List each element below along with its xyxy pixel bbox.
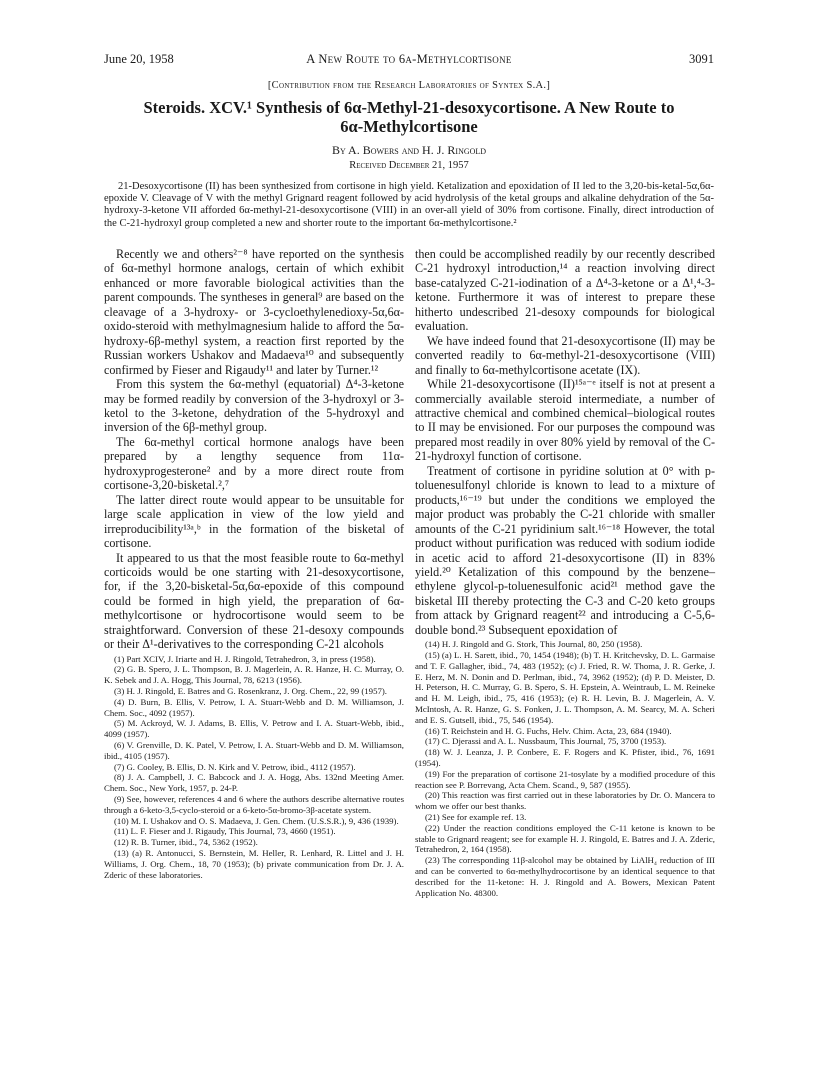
body-paragraph: While 21-desoxycortisone (II)¹⁵ᵃ⁻ᵉ itself is not at present a commercially available steroid intermediate, a number of attractive chemical and combined chemical–biological routes to II may be envisioned. For our purposes the compound was prepared most readily in over 80% yield by removal of the C-21-hydroxyl function of cortisone. (415, 377, 715, 464)
footnote: (19) For the preparation of cortisone 21-tosylate by a modified procedure of this reaction see P. Borrevang, Acta Chem. Scand., 9, 587 (1955). (415, 768, 715, 790)
body-paragraph: Recently we and others²⁻⁸ have reported on the synthesis of 6α-methyl hormone analogs, certain of which exhibit enhanced or more favorable biological activities than the parent compounds. The syntheses in general⁹ are based on the cleavage of a 3-hydroxy- or 3-cycloethylenedioxy-5α,6α-oxido-steroid with methylmagnesium halide to afford the 5α-hydroxy-6β-methyl system, a reaction first reported by the Russian workers Ushakov and Madaeva¹⁰ and subsequently confirmed by Fieser and Rigaudy¹¹ and later by Turner.¹² (104, 247, 404, 377)
body-paragraph: From this system the 6α-methyl (equatorial) Δ⁴-3-ketone may be formed readily by conversion of the 3-hydroxyl or 3-ketol to the 3-ketone, dehydration of the 5-hydroxyl and inversion of the 6β-methyl group. (104, 377, 404, 435)
footnote: (3) H. J. Ringold, E. Batres and G. Rosenkranz, J. Org. Chem., 22, 99 (1957). (114, 686, 387, 697)
footnote: (22) Under the reaction conditions employed the C-11 ketone is known to be stable to Grignard reagent; see for example H. J. Ringold, E. Batres and J. A. Zderic, Tetrahedron, 2, 164 (1958). (415, 822, 715, 855)
page-number: 3091 (689, 52, 714, 66)
right-body-text (415, 247, 715, 637)
right-footnotes (415, 639, 715, 898)
left-footnotes (104, 654, 404, 881)
footnote: (2) G. B. Spero, J. L. Thompson, B. J. Magerlein, A. R. Hanze, H. C. Murray, O. K. Sebek and J. A. Hogg, This Journal, 78, 6213 (1956). (104, 664, 404, 686)
left-column (104, 247, 404, 880)
left-body-text (104, 247, 404, 652)
body-paragraph: then could be accomplished readily by our recently described C-21 hydroxyl introduction,¹⁴ a reaction involving direct base-catalyzed C-21-iodination of a Δ⁴-3-ketone or a Δ¹,⁴-3-ketone. Furthermore it was of interest to prepare these hitherto undescribed 21-desoxy compounds for biological evaluation. (415, 247, 715, 334)
body-paragraph: The latter direct route would appear to be unsuitable for large scale application in view of the low yield and irreproducibility¹³ᵃ,ᵇ in the formation of the bisketal of cortisone. (104, 492, 404, 551)
footnote: (20) This reaction was first carried out in these laboratories by Dr. O. Mancera to whom we offer our best thanks. (415, 790, 715, 812)
body-paragraph: The 6α-methyl cortical hormone analogs have been prepared by a lengthy sequence from 11α-hydroxyprogesterone² and by a more direct route from cortisone-3,20-bisketal.²,⁷ (104, 434, 404, 493)
footnote: (13) (a) R. Antonucci, S. Bernstein, M. Heller, R. Lenhard, R. Littel and J. H. Williams, J. Org. Chem., 18, 70 (1953); (b) private communication from Dr. J. A. Zderic of these laboratories. (104, 848, 404, 880)
footnote: (11) L. F. Fieser and J. Rigaudy, This Journal, 73, 4660 (1951). (114, 826, 336, 837)
footnote: (9) See, however, references 4 and 6 where the authors describe alternative routes through a 6-keto-3,5-cyclo-steroid or a 6-keto-5α-bromo-3β-acetate system. (104, 794, 404, 815)
footnote: (1) Part XCIV, J. Iriarte and H. J. Ringold, Tetrahedron, 3, in press (1958). (114, 653, 376, 664)
received-date: Received December 21, 1957 (349, 160, 469, 171)
footnote: (18) W. J. Leanza, J. P. Conbere, E. F. Rogers and K. Pfister, ibid., 76, 1691 (1954). (415, 747, 715, 768)
footnote: (8) J. A. Campbell, J. C. Babcock and J. A. Hogg, Abs. 132nd Meeting Amer. Chem. Soc., New York, 1957, p. 24-P. (104, 772, 404, 794)
body-paragraph: We have indeed found that 21-desoxycortisone (II) may be converted readily to 6α-methyl-21-desoxycortisone (VIII) and finally to 6α-methylcortisone acetate (IX). (415, 333, 715, 377)
abstract: 21-Desoxycortisone (II) has been synthesized from cortisone in high yield. Ketalization and epoxidation of II led to the 3,20-bis-ketal-5α,6α-epoxide V. Cleavage of V with the methyl Grignard reagent followed by acid hydrolysis of the ketal groups and alkaline dehydration of the 5α-hydroxy-3-ketone VII afforded 6α-methyl-21-desoxycortisone (VIII) in an over-all yield of 30% from cortisone. Finally, direct introduction of the C-21-hydroxyl group completed a new and shorter route to the important 6α-methylcortisone.² (104, 181, 714, 229)
article-title-line: 6α-Methylcortisone (340, 117, 478, 136)
running-head (104, 52, 714, 70)
footnote: (4) D. Burn, B. Ellis, V. Petrow, I. A. Stuart-Webb and D. M. Williamson, J. Chem. Soc., 4092 (1957). (104, 696, 404, 718)
body-paragraph: It appeared to us that the most feasible route to 6α-methyl corticoids would be one starting with 21-desoxycortisone, for, if the 3,20-bisketal-5α,6α-epoxide of this compound could be formed in high yield, the preparation of 6α-methylcortisone or hydrocortisone would seem to be straightforward. Conversion of these 21-desoxy compounds or their Δ¹-derivatives to the corresponding C-21 alcohols (104, 550, 404, 652)
author-byline: By A. Bowers and H. J. Ringold (331, 143, 487, 157)
footnote: (21) See for example ref. 13. (425, 811, 527, 822)
footnote: (17) C. Djerassi and A. L. Nussbaum, This Journal, 75, 3700 (1953). (425, 736, 667, 747)
footnote: (14) H. J. Ringold and G. Stork, This Journal, 80, 250 (1958). (425, 639, 643, 650)
footnote: (10) M. I. Ushakov and O. S. Madaeva, J. Gen. Chem. (U.S.S.R.), 9, 436 (1939). (114, 815, 399, 826)
footnote: (12) R. B. Turner, ibid., 74, 5362 (1952). (114, 837, 258, 848)
footnote: (5) M. Ackroyd, W. J. Adams, B. Ellis, V. Petrow and I. A. Stuart-Webb, ibid., 4099 (1957). (104, 718, 404, 740)
right-column (415, 247, 715, 898)
issue-date: June 20, 1958 (104, 52, 174, 66)
footnote: (23) The corresponding 11β-alcohol may be obtained by LiAlH₄ reduction of III and can be converted to 6α-methylhydrocortisone by an identical sequence to that described for the 11-ketone: H. J. Ringold and A. Bowers, Mexican Patent Application No. 48300. (415, 855, 715, 898)
footnote: (7) G. Cooley, B. Ellis, D. N. Kirk and V. Petrow, ibid., 4112 (1957). (114, 761, 356, 772)
running-title: A New Route to 6α-Methylcortisone (306, 52, 512, 66)
body-paragraph: Treatment of cortisone in pyridine solution at 0° with p-toluenesulfonyl chloride is known to lead to a mixture of products,¹⁶⁻¹⁹ but under the conditions we employed the major product was probably the C-21 chloride with smaller amounts of the C-21 pyridinium salt.¹⁶⁻¹⁸ However, the total product without purification was reduced with sodium iodide in acetic acid to afford 21-desoxycortisone (II) in 83% yield.²⁰ Ketalization of this compound by the benzene–ethylene glycol-p-toluenesulfonic acid²¹ method gave the bisketal III thereby protecting the C-3 and C-20 keto groups from attack by Grignard reagent²² and introducing a C-5,6-double bond.²³ Subsequent epoxidation of (415, 463, 715, 637)
footnote: (6) V. Grenville, D. K. Patel, V. Petrow, I. A. Stuart-Webb and D. M. Williamson, ibid., 4105 (1957). (104, 740, 404, 761)
article-title-line: Steroids. XCV.¹ Synthesis of 6α-Methyl-21-desoxycortisone. A New Route to (143, 98, 675, 117)
article-title (104, 98, 714, 136)
footnote: (15) (a) L. H. Sarett, ibid., 70, 1454 (1948); (b) T. H. Kritchevsky, D. L. Garmaise and T. F. Gallagher, ibid., 74, 483 (1952); (c) J. Fried, R. W. Thoma, J. R. Gerke, J. E. Herz, M. N. Donin and D. Perlman, ibid., 74, 3962 (1952); (d) P. D. Meister, D. H. Peterson, H. C. Murray, G. B. Spero, S. H. Epstein, A. Weintraub, L. M. Reineke and H. M. Leigh, ibid., 75, 416 (1953); (e) R. H. Levin, B. J. Magerlein, A. V. McIntosh, A. R. Hanze, G. S. Fonken, J. L. Thompson, A. M. Searcy, M. A. Scheri and E. S. Gutsell, ibid., 75, 546 (1954). (415, 650, 715, 725)
contribution-line: [Contribution from the Research Laboratories of Syntex S.A.] (267, 80, 551, 91)
footnote: (16) T. Reichstein and H. G. Fuchs, Helv. Chim. Acta, 23, 684 (1940). (425, 725, 672, 736)
